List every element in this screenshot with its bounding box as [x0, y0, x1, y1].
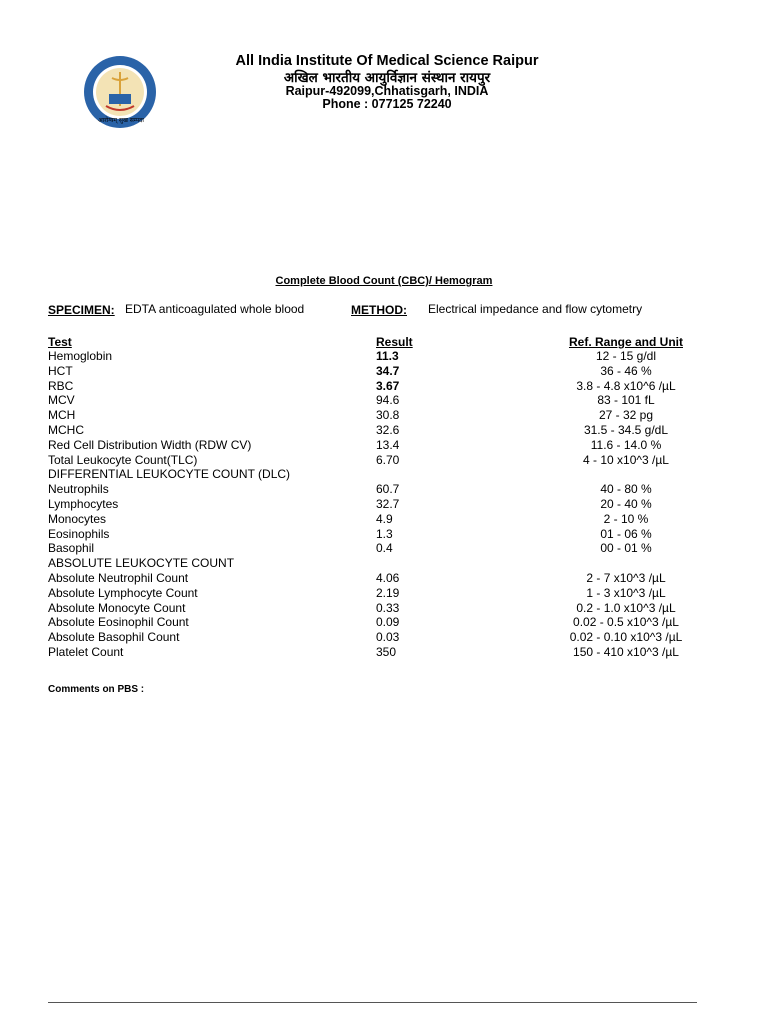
column-header-test: Test — [48, 335, 72, 349]
test-result: 0.03 — [376, 630, 400, 645]
table-row — [48, 408, 688, 423]
table-row — [48, 453, 688, 468]
specimen-label: SPECIMEN: — [48, 303, 115, 317]
test-result: 4.06 — [376, 570, 400, 585]
test-result: 32.6 — [376, 422, 400, 437]
institute-name: All India Institute Of Medical Science Raipur — [235, 53, 539, 69]
test-result: 4.9 — [376, 511, 393, 526]
test-result: 3.67 — [376, 378, 400, 393]
test-result: 2.19 — [376, 585, 400, 600]
test-result: 0.4 — [376, 541, 393, 556]
footer-divider — [48, 1002, 697, 1003]
method-label: METHOD: — [351, 303, 407, 317]
column-header-result: Result — [376, 335, 413, 349]
table-row — [48, 497, 688, 512]
test-name: DIFFERENTIAL LEUKOCYTE COUNT (DLC) — [48, 467, 291, 482]
test-name: Absolute Monocyte Count — [48, 600, 186, 615]
test-name: Red Cell Distribution Width (RDW CV) — [48, 437, 252, 452]
reference-range: 0.2 - 1.0 x10^3 /µL — [576, 600, 676, 615]
results-table — [48, 349, 688, 660]
reference-range: 3.8 - 4.8 x10^6 /µL — [576, 378, 676, 393]
reference-range: 2 - 7 x10^3 /µL — [586, 570, 666, 585]
table-row — [48, 630, 688, 645]
institute-name-hindi: अखिल भारतीय आयुर्विज्ञान संस्थान रायपुर — [283, 70, 491, 86]
institute-address: Raipur-492099,Chhatisgarh, INDIA — [285, 84, 489, 98]
test-name: MCHC — [48, 422, 84, 437]
table-row — [48, 512, 688, 527]
method-value: Electrical impedance and flow cytometry — [428, 302, 643, 316]
test-result: 6.70 — [376, 452, 400, 467]
reference-range: 01 - 06 % — [600, 526, 652, 541]
test-name: MCH — [48, 408, 76, 423]
test-name: Hemoglobin — [48, 349, 113, 363]
table-row — [48, 438, 688, 453]
test-name: RBC — [48, 378, 74, 393]
test-name: Absolute Lymphocyte Count — [48, 585, 198, 600]
table-row — [48, 393, 688, 408]
test-name: Basophil — [48, 541, 95, 556]
table-row — [48, 527, 688, 542]
institute-phone: Phone : 077125 72240 — [322, 97, 452, 111]
test-result: 0.33 — [376, 600, 400, 615]
reference-range: 4 - 10 x10^3 /µL — [583, 452, 669, 467]
report-title: Complete Blood Count (CBC)/ Hemogram — [275, 275, 493, 287]
test-result: 60.7 — [376, 482, 400, 497]
logo-motto: आरोग्यम् सुख सम्पदा — [98, 117, 144, 124]
test-name: ABSOLUTE LEUKOCYTE COUNT — [48, 556, 235, 571]
test-result: 13.4 — [376, 437, 400, 452]
reference-range: 11.6 - 14.0 % — [590, 437, 662, 452]
table-row — [48, 571, 688, 586]
test-result: 350 — [376, 644, 397, 659]
table-row — [48, 541, 688, 556]
test-name: Total Leukocyte Count(TLC) — [48, 452, 198, 467]
reference-range: 12 - 15 g/dl — [595, 349, 657, 363]
table-row — [48, 601, 688, 616]
reference-range: 31.5 - 34.5 g/dL — [583, 422, 669, 437]
table-row — [48, 349, 688, 364]
test-name: Absolute Basophil Count — [48, 630, 180, 645]
test-name: Neutrophils — [48, 482, 109, 497]
specimen-value: EDTA anticoagulated whole blood — [125, 302, 305, 316]
reference-range: 0.02 - 0.5 x10^3 /µL — [573, 615, 679, 630]
test-name: Monocytes — [48, 511, 107, 526]
test-result: 32.7 — [376, 496, 400, 511]
table-row — [48, 467, 688, 482]
table-row — [48, 364, 688, 379]
table-row — [48, 482, 688, 497]
test-result: 34.7 — [376, 363, 400, 378]
reference-range: 40 - 80 % — [600, 482, 652, 497]
table-row — [48, 645, 688, 660]
reference-range: 2 - 10 % — [603, 511, 649, 526]
reference-range: 36 - 46 % — [600, 363, 652, 378]
reference-range: 83 - 101 fL — [597, 393, 655, 408]
test-name: MCV — [48, 393, 75, 408]
test-name: Platelet Count — [48, 644, 124, 659]
test-name: Absolute Neutrophil Count — [48, 570, 189, 585]
reference-range: 00 - 01 % — [600, 541, 652, 556]
test-name: Lymphocytes — [48, 496, 119, 511]
column-header-range: Ref. Range and Unit — [568, 335, 683, 349]
table-row — [48, 615, 688, 630]
table-row — [48, 423, 688, 438]
reference-range: 20 - 40 % — [600, 496, 652, 511]
reference-range: 0.02 - 0.10 x10^3 /µL — [569, 630, 683, 645]
table-row — [48, 379, 688, 394]
table-row — [48, 556, 688, 571]
test-name: Eosinophils — [48, 526, 110, 541]
reference-range: 27 - 32 pg — [598, 408, 654, 423]
table-row — [48, 586, 688, 601]
test-result: 11.3 — [376, 349, 399, 363]
test-result: 30.8 — [376, 408, 400, 423]
reference-range: 1 - 3 x10^3 /µL — [586, 585, 666, 600]
test-result: 0.09 — [376, 615, 400, 630]
test-name: Absolute Eosinophil Count — [48, 615, 189, 630]
reference-range: 150 - 410 x10^3 /µL — [573, 644, 679, 659]
test-result: 1.3 — [376, 526, 393, 541]
comments-label: Comments on PBS : — [48, 684, 145, 695]
test-result: 94.6 — [376, 393, 400, 408]
test-name: HCT — [48, 363, 73, 378]
